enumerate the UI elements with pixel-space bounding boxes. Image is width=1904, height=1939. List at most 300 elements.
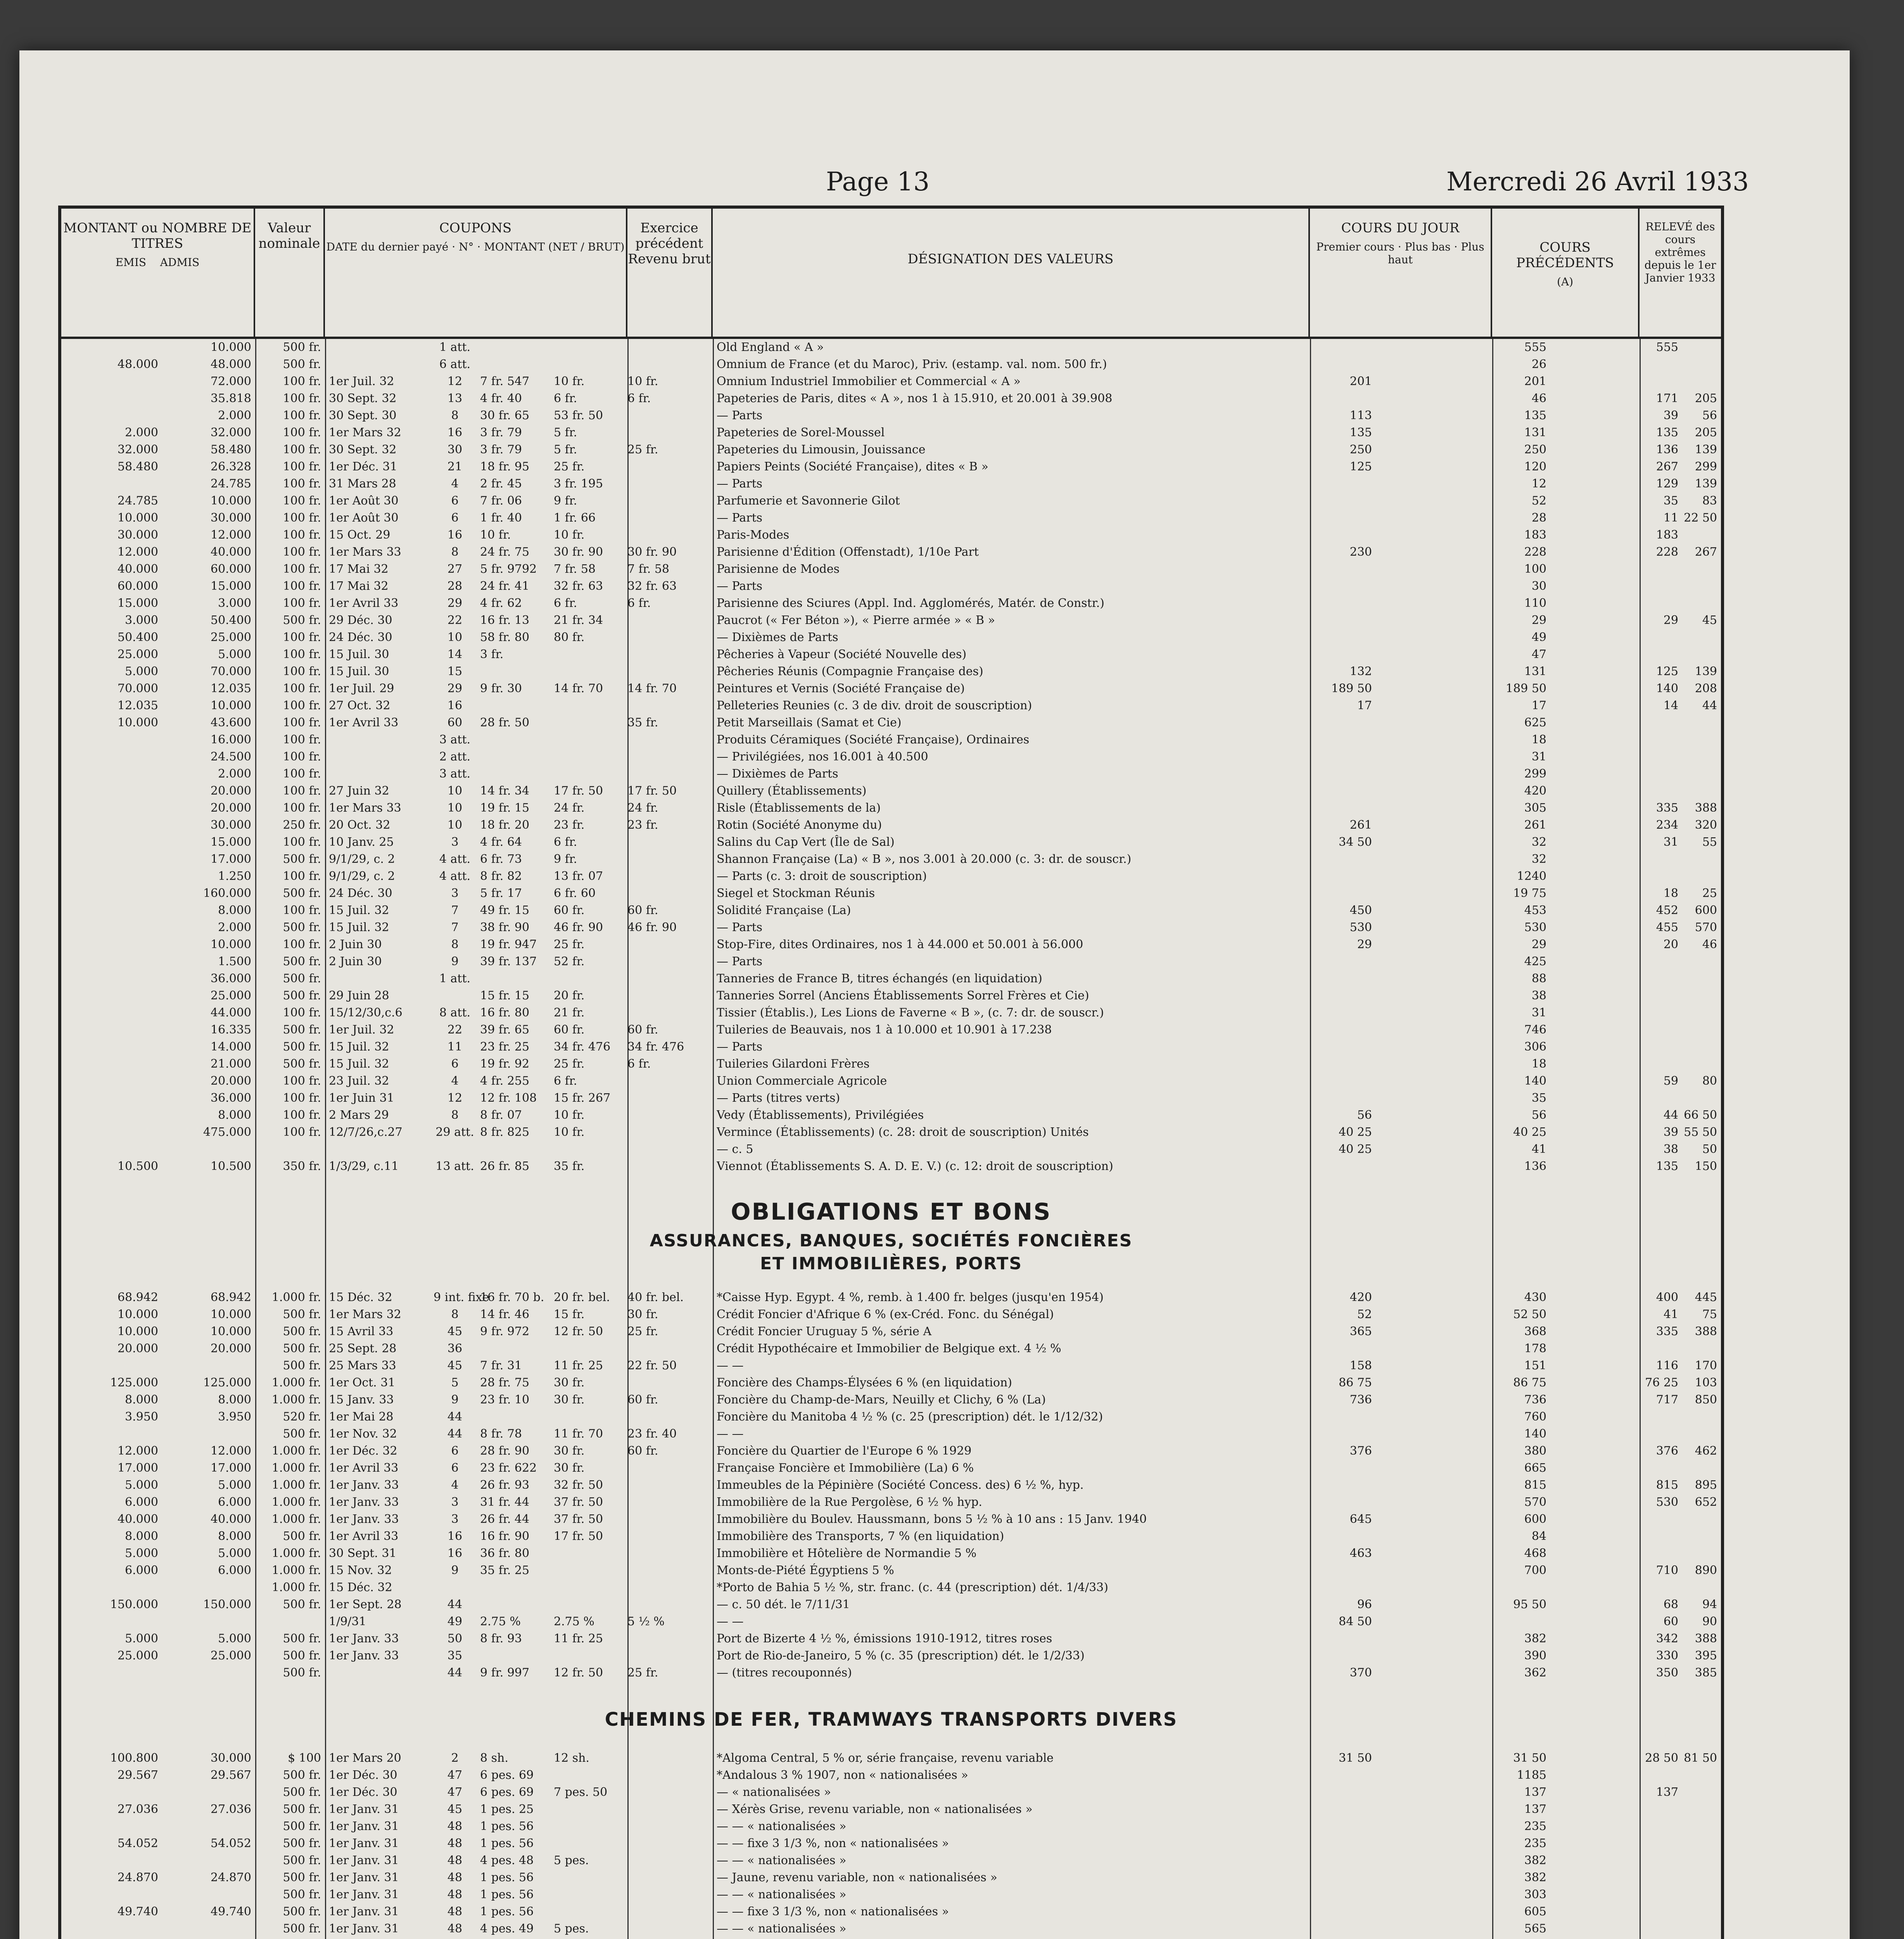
cell-cours-precedent: 228 (1524, 545, 1546, 559)
table-row (61, 663, 1721, 680)
cell-admis: 15.000 (211, 835, 251, 849)
cell-cours-precedent: 131 (1524, 665, 1546, 678)
table-row (61, 1528, 1721, 1545)
cell-emis: 68.942 (117, 1291, 158, 1304)
cell-net: 8 sh. (480, 1751, 508, 1765)
cell-releve-bas: 267 (1695, 545, 1717, 559)
cell-date: 1er Déc. 30 (329, 1768, 397, 1782)
cell-releve-bas: 395 (1695, 1649, 1717, 1662)
cell-admis: 8.000 (218, 1529, 251, 1543)
cell-brut: 5 pes. (554, 1922, 589, 1936)
cell-cours-precedent: 18 (1531, 733, 1546, 747)
cell-coupon-no: 6 (451, 1461, 459, 1475)
cell-cours-precedent: 29 (1531, 613, 1546, 627)
cell-net: 26 fr. 93 (480, 1478, 530, 1492)
cell-revenu: 10 fr. (627, 375, 658, 388)
cell-coupon-no: 1 att. (439, 340, 471, 354)
cell-nominal: 500 fr. (283, 1888, 321, 1901)
cell-releve-bas (1682, 1937, 1717, 1939)
col-releve-label: RELEVÉ des cours extrêmes depuis le 1er Janvier 1933 (1644, 220, 1716, 284)
cell-net: 16 fr. 13 (480, 613, 530, 627)
cell-cours-precedent: 1240 (1517, 869, 1546, 883)
cell-premier-cours: 135 (1349, 426, 1372, 439)
cell-cours-precedent (1496, 1937, 1546, 1939)
cell-coupon-no: 9 (451, 955, 459, 968)
cell-revenu: 32 fr. 63 (627, 579, 677, 593)
cell-brut: 7 pes. 50 (554, 1785, 608, 1799)
col-exercice (627, 209, 713, 337)
cell-date: 15 Déc. 32 (329, 1291, 392, 1304)
cell-revenu: 25 fr. (627, 443, 658, 456)
cell-admis: 40.000 (211, 545, 251, 559)
cell-releve-bas: 139 (1695, 443, 1717, 456)
cell-admis: 160.000 (203, 887, 251, 900)
cell-cours-precedent: 46 (1531, 392, 1546, 405)
cell-releve-haut: 31 (1663, 835, 1678, 849)
cell-date: 29 Déc. 30 (329, 613, 392, 627)
cell-releve-haut: 335 (1656, 801, 1678, 815)
col-designation-label: DÉSIGNATION DES VALEURS (907, 251, 1114, 267)
table-row (61, 1289, 1721, 1306)
cell-designation: Viennot (Établissements S. A. D. E. V.) (c. 12: droit de souscription) (717, 1160, 1113, 1173)
cell-net: 19 fr. 92 (480, 1057, 530, 1071)
cell-designation: Immobilière du Boulev. Haussmann, bons 5 ½ % à 10 ans : 15 Janv. 1940 (717, 1512, 1147, 1526)
cell-premier-cours: 86 75 (1339, 1376, 1372, 1389)
cell-designation: Foncière des Champs-Élysées 6 % (en liquidation) (717, 1376, 1012, 1389)
cell-cours-precedent: 31 50 (1513, 1751, 1546, 1765)
cell-nominal: 500 fr. (283, 955, 321, 968)
cell-emis: 10.500 (117, 1160, 158, 1173)
table-row (61, 390, 1721, 407)
cell-releve-bas: 94 (1702, 1598, 1717, 1611)
cell-cours-precedent: 390 (1524, 1649, 1546, 1662)
cell-net: 7 fr. 06 (480, 494, 522, 508)
cell-designation: — Dixièmes de Parts (717, 631, 838, 644)
cell-designation: Papeteries de Paris, dites « A », nos 1 à 15.910, et 20.001 à 39.908 (717, 392, 1113, 405)
cell-nominal: 100 fr. (283, 835, 321, 849)
col-exercice-label: Exercice précédent Revenu brut (628, 220, 711, 267)
cell-nominal: 500 fr. (283, 1666, 321, 1680)
cell-nominal: 500 fr. (283, 613, 321, 627)
cell-admis: 25.000 (211, 631, 251, 644)
cell-coupon-no: 10 (447, 818, 463, 832)
cell-nominal: 350 fr. (283, 1160, 321, 1173)
cell-net: 10 fr. (480, 528, 511, 542)
cell-cours-precedent: 468 (1524, 1547, 1546, 1560)
cell-emis: 3.000 (125, 613, 158, 627)
cell-coupon-no: 12 (447, 1091, 463, 1105)
cell-brut: 17 fr. 50 (554, 784, 603, 798)
cell-designation: — — « nationalisées » (717, 1854, 847, 1867)
cell-premier-cours: 113 (1349, 409, 1372, 422)
cell-cours-precedent: 746 (1524, 1023, 1546, 1037)
cell-cours-precedent: 86 75 (1513, 1376, 1546, 1389)
cell-cours-precedent: 189 50 (1506, 682, 1546, 695)
cell-releve-haut: 135 (1656, 1160, 1678, 1173)
cell-coupon-no: 47 (447, 1785, 463, 1799)
cell-releve-haut: 530 (1656, 1495, 1678, 1509)
cell-admis: 58.480 (211, 443, 251, 456)
cell-coupon-no: 48 (447, 1888, 463, 1901)
table-row (61, 1357, 1721, 1374)
cell-releve-haut: 267 (1656, 460, 1678, 474)
cell-date: 25 Sept. 28 (329, 1342, 397, 1355)
cell-releve-bas: 44 (1702, 699, 1717, 712)
cell-revenu: 30 fr. 90 (627, 545, 677, 559)
cell-brut: 25 fr. (554, 1057, 585, 1071)
cell-releve-bas: 208 (1695, 682, 1717, 695)
cell-coupon-no: 3 (451, 887, 459, 900)
cell-cours-precedent: 31 (1531, 1006, 1546, 1020)
cell-admis: 15.000 (211, 579, 251, 593)
cell-net: 35 fr. 25 (480, 1564, 530, 1577)
col-valeur (255, 209, 325, 337)
cell-releve-haut: 28 50 (1645, 1751, 1678, 1765)
cell-designation: Vedy (Établissements), Privilégiées (717, 1108, 924, 1122)
cell-cours-precedent: 736 (1524, 1393, 1546, 1407)
cell-releve-bas: 25 (1702, 887, 1717, 900)
cell-admis: 10.500 (211, 1160, 251, 1173)
cell-designation: — — fixe 3 1/3 %, non « nationalisées » (717, 1837, 949, 1850)
cell-nominal: 500 fr. (283, 1427, 321, 1441)
cell-releve-bas: 205 (1695, 426, 1717, 439)
cell-brut: 60 fr. (554, 1023, 585, 1037)
table-row (61, 1039, 1721, 1056)
cell-brut: 60 fr. (554, 904, 585, 917)
cell-premier-cours: 34 50 (1339, 835, 1372, 849)
cell-nominal: 250 fr. (283, 818, 321, 832)
col-date-label: DATE du dernier payé (326, 240, 449, 253)
cell-coupon-no: 2 (451, 1751, 459, 1765)
cell-premier-cours: 189 50 (1331, 682, 1372, 695)
cell-admis: 24.785 (211, 477, 251, 491)
table-row (61, 1073, 1721, 1090)
cell-admis: 40.000 (211, 1512, 251, 1526)
cell-designation: Immobilière et Hôtelière de Normandie 5 % (717, 1547, 977, 1560)
col-plus-bas-label: Plus bas (1405, 240, 1451, 253)
cell-brut: 24 fr. (554, 801, 585, 815)
cell-emis: 29.567 (117, 1768, 158, 1782)
group-actions (61, 339, 1721, 1175)
cell-nominal: 1.000 fr. (271, 1495, 321, 1509)
cell-releve-haut: 330 (1656, 1649, 1678, 1662)
cell-emis: 6.000 (125, 1564, 158, 1577)
cell-coupon-no: 6 (451, 511, 459, 525)
cell-brut: 20 fr. (554, 989, 585, 1002)
cell-cours-precedent: 32 (1531, 852, 1546, 866)
cell-emis: 10.000 (117, 1325, 158, 1338)
cell-nominal: 100 fr. (283, 784, 321, 798)
cell-net: 1 pes. 56 (480, 1905, 534, 1918)
cell-date: 1er Janv. 31 (329, 1922, 399, 1936)
cell-brut: 11 fr. 70 (554, 1427, 603, 1441)
cell-cours-precedent: 28 (1531, 511, 1546, 525)
cell-coupon-no: 3 att. (439, 767, 471, 781)
cell-designation: Petit Marseillais (Samat et Cie) (717, 716, 902, 729)
table-row (61, 1920, 1721, 1937)
table-row (61, 680, 1721, 697)
col-emis-label: EMIS (115, 256, 147, 269)
cell-coupon-no: 16 (447, 528, 463, 542)
cell-revenu: 17 fr. 50 (627, 784, 677, 798)
cell-cours-precedent: 760 (1524, 1410, 1546, 1424)
cell-net: 28 fr. 50 (480, 716, 530, 729)
cell-nominal: 500 fr. (283, 1802, 321, 1816)
table-row (61, 493, 1721, 510)
cell-brut: 11 fr. 25 (554, 1632, 603, 1645)
cell-emis (65, 1937, 158, 1939)
cell-premier-cours: 17 (1357, 699, 1372, 712)
cell-nominal: 100 fr. (283, 596, 321, 610)
cell-net: 28 fr. 75 (480, 1376, 530, 1389)
cell-coupon-no: 16 (447, 1547, 463, 1560)
cell-releve-haut: 342 (1656, 1632, 1678, 1645)
cell-date: 1er Mars 20 (329, 1751, 401, 1765)
cell-revenu: 7 fr. 58 (627, 562, 670, 576)
cell-designation: Crédit Foncier d'Afrique 6 % (ex-Créd. Fonc. du Sénégal) (717, 1308, 1054, 1321)
cell-releve-bas: 90 (1702, 1615, 1717, 1628)
cell-net: 9 fr. 972 (480, 1325, 530, 1338)
cell-brut: 53 fr. 50 (554, 409, 603, 422)
cell-revenu: 22 fr. 50 (627, 1359, 677, 1372)
cell-coupon-no: 3 (451, 1512, 459, 1526)
cell-premier-cours: 530 (1349, 921, 1372, 934)
cell-net: 31 fr. 44 (480, 1495, 530, 1509)
cell-nominal: 520 fr. (283, 1410, 321, 1424)
cell-nominal: 1.000 fr. (271, 1393, 321, 1407)
cell-designation: Quillery (Établissements) (717, 784, 867, 798)
cell-cours-precedent: 110 (1524, 596, 1546, 610)
cell-coupon-no: 6 (451, 1444, 459, 1458)
table-row (61, 834, 1721, 851)
cell-releve-bas: 75 (1702, 1308, 1717, 1321)
cell-designation: — — « nationalisées » (717, 1888, 847, 1901)
cell-cours-precedent: 299 (1524, 767, 1546, 781)
cell-cours-precedent: 382 (1524, 1871, 1546, 1884)
cell-releve-bas: 139 (1695, 477, 1717, 491)
cell-designation: Foncière du Champ-de-Mars, Neuilly et Clichy, 6 % (La) (717, 1393, 1046, 1407)
cell-designation: Siegel et Stockman Réunis (717, 887, 875, 900)
quotation-table (58, 206, 1724, 1939)
cell-admis: 27.036 (211, 1802, 251, 1816)
cell-nominal: 100 fr. (283, 409, 321, 422)
cell-releve-haut: 140 (1656, 682, 1678, 695)
cell-coupon-no: 9 int. fixe (434, 1291, 489, 1304)
cell-designation: Parisienne des Sciures (Appl. Ind. Agglomérés, Matér. de Constr.) (717, 596, 1105, 610)
cell-premier-cours: 420 (1349, 1291, 1372, 1304)
cell-releve-haut: 116 (1656, 1359, 1678, 1372)
cell-releve-haut: 59 (1663, 1074, 1678, 1088)
cell-brut: 6 fr. (554, 835, 577, 849)
table-row (61, 1511, 1721, 1528)
section-chemins (61, 1682, 1721, 1750)
cell-designation: Paris-Modes (717, 528, 790, 542)
cell-date: 15 Juil. 32 (329, 1057, 389, 1071)
col-designation (713, 209, 1310, 337)
cell-date: 30 Sept. 32 (329, 443, 397, 456)
cell-nominal: 1.000 fr. (271, 1512, 321, 1526)
cell-nominal: 500 fr. (283, 1854, 321, 1867)
cell-date: 1er Janv. 31 (329, 1854, 399, 1867)
cell-designation: — Xérès Grise, revenu variable, non « nationalisées » (717, 1802, 1033, 1816)
cell-date: 1er Janv. 31 (329, 1837, 399, 1850)
table-row (61, 1903, 1721, 1920)
cell-date: 1er Janv. 33 (329, 1512, 399, 1526)
cell-cours-precedent: 700 (1524, 1564, 1546, 1577)
cell-net: 36 fr. 80 (480, 1547, 530, 1560)
cell-nominal: 1.000 fr. (271, 1291, 321, 1304)
cell-cours-precedent: 100 (1524, 562, 1546, 576)
cell-designation: — Parts (717, 409, 763, 422)
cell-net: 2.75 % (480, 1615, 521, 1628)
table-row (61, 441, 1721, 458)
cell-coupon-no: 48 (447, 1871, 463, 1884)
cell-emis: 12.035 (117, 699, 158, 712)
cell-premier-cours: 450 (1349, 904, 1372, 917)
cell-brut: 21 fr. (554, 1006, 585, 1020)
cell-cours-precedent: 88 (1531, 972, 1546, 985)
table-row (61, 1801, 1721, 1818)
cell-designation: — — (717, 1615, 744, 1628)
table-row (61, 595, 1721, 612)
cell-cours-precedent: 570 (1524, 1495, 1546, 1509)
cell-designation: Shannon Française (La) « B », nos 3.001 à 20.000 (c. 3: dr. de souscr.) (717, 852, 1132, 866)
cell-admis: 43.600 (211, 716, 251, 729)
cell-date: 1er Mars 33 (329, 801, 401, 815)
cell-date: 1er Oct. 31 (329, 1376, 396, 1389)
cell-releve-haut: 136 (1656, 443, 1678, 456)
cell-net: 8 fr. 82 (480, 869, 522, 883)
cell-cours-precedent: 665 (1524, 1461, 1546, 1475)
cell-brut: 3 fr. 195 (554, 477, 603, 491)
cell-releve-haut: 135 (1656, 426, 1678, 439)
cell-admis: 30.000 (211, 511, 251, 525)
cell-nominal: 500 fr. (283, 1632, 321, 1645)
cell-net: 26 fr. 44 (480, 1512, 530, 1526)
table-row (61, 544, 1721, 561)
cell-designation: Parisienne d'Édition (Offenstadt), 1/10e Part (717, 545, 979, 559)
cell-emis: 24.870 (117, 1871, 158, 1884)
cell-brut: 34 fr. 476 (554, 1040, 611, 1054)
cell-coupon-no: 4 (451, 477, 459, 491)
cell-cours-precedent: 41 (1531, 1142, 1546, 1156)
cell-date: 15 Oct. 29 (329, 528, 390, 542)
cell-revenu: 23 fr. (627, 818, 658, 832)
cell-coupon-no: 36 (447, 1342, 463, 1355)
cell-cours-precedent: 56 (1531, 1108, 1546, 1122)
cell-net: 4 fr. 64 (480, 835, 522, 849)
cell-brut: 30 fr. (554, 1376, 585, 1389)
cell-cours-precedent: 95 50 (1513, 1598, 1546, 1611)
cell-coupon-no: 48 (447, 1837, 463, 1850)
cell-coupon-no: 12 (447, 375, 463, 388)
cell-date: 12/7/26,c.27 (329, 1125, 403, 1139)
cell-net: 8 fr. 78 (480, 1427, 522, 1441)
cell-cours-precedent: 26 (1531, 358, 1546, 371)
cell-coupon-no: 16 (447, 699, 463, 712)
table-body (61, 339, 1721, 1939)
cell-cours-precedent: 183 (1524, 528, 1546, 542)
page-number: Page 13 (826, 167, 930, 197)
cell-brut: 5 fr. (554, 426, 577, 439)
cell-net: 28 fr. 90 (480, 1444, 530, 1458)
cell-brut: 1 fr. 66 (554, 511, 596, 525)
cell-cours-precedent: 382 (1524, 1632, 1546, 1645)
section-obligations (61, 1175, 1721, 1289)
cell-emis: 8.000 (125, 1529, 158, 1543)
cell-designation: — Parts (717, 579, 763, 593)
cell-coupon-no: 8 (451, 545, 459, 559)
cell-date: 1er Janv. 33 (329, 1495, 399, 1509)
cell-net: 8 fr. 07 (480, 1108, 522, 1122)
cell-emis: 2.000 (125, 426, 158, 439)
col-brut-label: BRUT (587, 240, 620, 253)
cell-coupon-no: 28 (447, 579, 463, 593)
cell-admis: 35.818 (211, 392, 251, 405)
cell-coupon-no: 10 (447, 784, 463, 798)
cell-designation: Papeteries de Sorel-Moussel (717, 426, 885, 439)
cell-date: 15 Juil. 32 (329, 921, 389, 934)
cell-admis: 60.000 (211, 562, 251, 576)
cell-admis: 20.000 (211, 1074, 251, 1088)
cell-coupon-no: 8 att. (439, 1006, 471, 1020)
cell-nominal: 500 fr. (283, 1837, 321, 1850)
cell-coupon-no: 6 (451, 494, 459, 508)
cell-emis: 5.000 (125, 1632, 158, 1645)
cell-date: 1er Juil. 29 (329, 682, 394, 695)
cell-brut: 13 fr. 07 (554, 869, 603, 883)
cell-designation: Immeubles de la Pépinière (Société Concess. des) 6 ½ %, hyp. (717, 1478, 1084, 1492)
cell-designation: — Parts (717, 511, 763, 525)
cell-cours-precedent: 235 (1524, 1837, 1546, 1850)
cell-date: 1er Avril 33 (329, 716, 399, 729)
table-row (61, 1835, 1721, 1852)
table-row (61, 527, 1721, 544)
cell-brut: 46 fr. 90 (554, 921, 603, 934)
cell-admis: 8.000 (218, 904, 251, 917)
cell-releve-haut: 11 (1663, 511, 1678, 525)
cell-brut: 23 fr. (554, 818, 585, 832)
cell-emis: 125.000 (110, 1376, 158, 1389)
table-row (61, 1613, 1721, 1630)
cell-releve-bas: 388 (1695, 1632, 1717, 1645)
cell-admis: 2.000 (218, 767, 251, 781)
cell-nominal: 100 fr. (283, 460, 321, 474)
cell-date: 1er Sept. 28 (329, 1598, 402, 1611)
cell-emis: 8.000 (125, 1393, 158, 1407)
cell-revenu: 46 fr. 90 (627, 921, 677, 934)
cell-nominal: 100 fr. (283, 733, 321, 747)
cell-designation: Parisienne de Modes (717, 562, 840, 576)
cell-revenu: 40 fr. bel. (627, 1291, 684, 1304)
cell-coupon-no: 9 (451, 1564, 459, 1577)
cell-designation: Port de Bizerte 4 ½ %, émissions 1910-1912, titres roses (717, 1632, 1052, 1645)
cell-admis: 17.000 (211, 1461, 251, 1475)
cell-nominal: 500 fr. (283, 1598, 321, 1611)
cell-cours-precedent: 425 (1524, 955, 1546, 968)
page-header (19, 151, 1823, 198)
cell-revenu: 30 fr. (627, 1308, 658, 1321)
cell-net: 26 fr. 85 (480, 1160, 530, 1173)
cell-coupon-no: 13 att. (435, 1160, 474, 1173)
cell-releve-bas: 55 (1702, 835, 1717, 849)
col-coupons: COUPONS DATE du dernier payé · N° · MONTANT (NET / BRUT) (325, 209, 627, 337)
cell-releve-haut: 29 (1663, 613, 1678, 627)
cell-net: 1 fr. 40 (480, 511, 522, 525)
table-row (61, 458, 1721, 475)
cell-net: 30 fr. 65 (480, 409, 530, 422)
table-row (61, 1545, 1721, 1562)
